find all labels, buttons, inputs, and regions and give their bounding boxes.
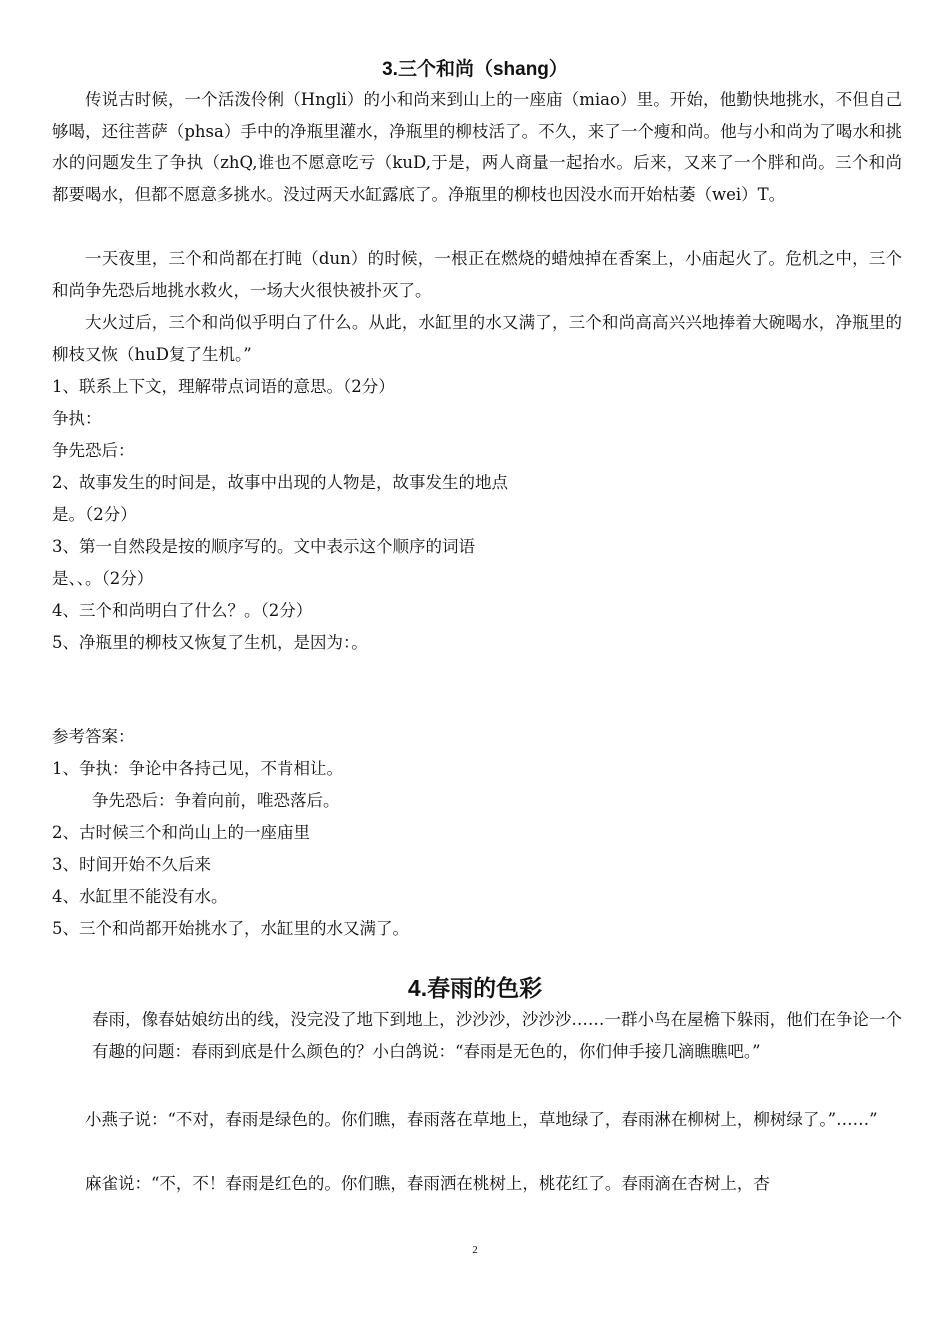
answer-5: 5、三个和尚都开始挑水了，水缸里的水又满了。 — [52, 919, 409, 938]
story3-paragraph-3: 大火过后，三个和尚似乎明白了什么。从此，水缸里的水又满了，三个和尚高高兴兴地捧着大碗喝水，净瓶里的柳枝又恢（huD复了生机。” — [52, 313, 902, 364]
story3-number: 3. — [382, 59, 398, 80]
answer-1b: 争先恐后：争着向前，唯恐落后。 — [92, 791, 340, 810]
story4-title — [0, 970, 950, 1003]
question-1: 1、联系上下文，理解带点词语的意思。（2分） — [52, 377, 395, 396]
question-5: 5、净瓶里的柳枝又恢复了生机，是因为：。 — [52, 633, 368, 652]
answer-3: 3、时间开始不久后来 — [52, 855, 211, 874]
story3-paragraph-2: 一天夜里，三个和尚都在打盹（dun）的时候，一根正在燃烧的蜡烛掉在香案上，小庙起火了。危机之中，三个和尚争先恐后地挑水救火，一场大火很快被扑灭了。 — [52, 249, 902, 300]
question-2: 2、故事发生的时间是，故事中出现的人物是，故事发生的地点 — [52, 473, 508, 492]
question-2-cont: 是。（2分） — [52, 505, 137, 524]
story3-title — [0, 54, 950, 81]
answer-2: 2、古时候三个和尚山上的一座庙里 — [52, 823, 310, 842]
question-1-item-a: 争执： — [52, 409, 102, 428]
story3-title-end: ） — [548, 58, 568, 80]
question-1-item-b: 争先恐后： — [52, 441, 135, 460]
question-4: 4、三个和尚明白了什么？。（2分） — [52, 601, 313, 620]
answer-1: 1、争执：争论中各持己见，不肯相让。 — [52, 759, 343, 778]
story4-paragraph-2: 小燕子说：“不对，春雨是绿色的。你们瞧，春雨落在草地上，草地绿了，春雨淋在柳树上，柳树绿了。”……” — [85, 1110, 878, 1129]
answers-heading: 参考答案： — [52, 727, 135, 746]
story3-title-text: 三个和尚（ — [397, 58, 493, 80]
question-3: 3、第一自然段是按的顺序写的。文中表示这个顺序的词语 — [52, 537, 475, 556]
page-number: 2 — [472, 1244, 478, 1256]
story4-title-text: 春雨的色彩 — [427, 975, 543, 1002]
story3-title-pinyin: shang — [492, 59, 549, 80]
story4-paragraph-1: 春雨，像春姑娘纺出的线，没完没了地下到地上，沙沙沙，沙沙沙……一群小鸟在屋檐下躲雨，他们在争论一个有趣的问题：春雨到底是什么颜色的？小白鸽说：“春雨是无色的，你们伸手接几滴瞧瞧吧。” — [92, 1010, 902, 1061]
answer-4: 4、水缸里不能没有水。 — [52, 887, 228, 906]
story4-number: 4. — [407, 975, 428, 1001]
question-3-cont: 是、、。（2分） — [52, 569, 154, 588]
story3-paragraph-1: 传说古时候，一个活泼伶俐（Hngli）的小和尚来到山上的一座庙（miao）里。开始，他勤快地挑水，不但自己够喝，还往菩萨（phsa）手中的净瓶里灌水，净瓶里的柳枝活了。不久，来了一个瘦和尚。他与小和尚为了喝水和挑水的问题发生了争执（zhQ,谁也不愿意吃亏（kuD,于是，两人商量一起抬水。后来，又来了一个胖和尚。三个和尚都要喝水，但都不愿意多挑水。没过两天水缸露底了。净瓶里的柳枝也因没水而开始枯萎（wei）T。 — [52, 90, 902, 204]
story4-paragraph-3: 麻雀说：“不，不！春雨是红色的。你们瞧，春雨洒在桃树上，桃花红了。春雨滴在杏树上，杏 — [85, 1174, 770, 1193]
